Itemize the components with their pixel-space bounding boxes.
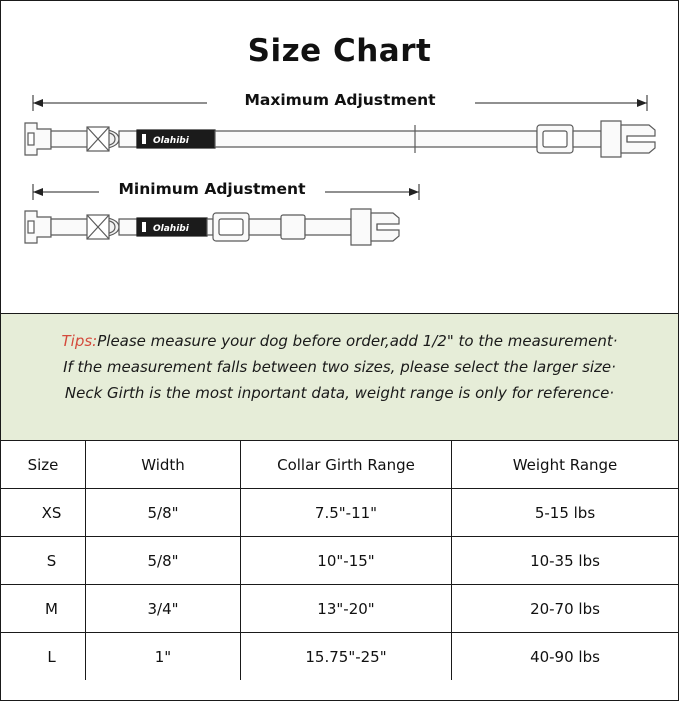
brand-label-min: Olahibi	[153, 224, 189, 234]
table-row	[1, 633, 678, 681]
cell-size: M	[1, 585, 86, 633]
cell-width: 5/8"	[86, 489, 241, 537]
collar-diagram	[1, 75, 678, 313]
cell-width: 5/8"	[86, 537, 241, 585]
cell-width: 1"	[86, 633, 241, 681]
collar-diagram-svg	[1, 75, 679, 275]
header-girth: Collar Girth Range	[241, 441, 452, 489]
max-adjustment-label: Maximum Adjustment	[244, 91, 436, 109]
cell-girth: 15.75"-25"	[241, 633, 452, 681]
tips-line-3: Neck Girth is the most inportant data, weight range is only for reference·	[64, 384, 615, 402]
cell-girth: 7.5"-11"	[241, 489, 452, 537]
cell-weight: 40-90 lbs	[452, 633, 679, 681]
table-row	[1, 585, 678, 633]
table-row	[1, 489, 678, 537]
tips-line-1	[17, 328, 662, 354]
tips-text-1: Please measure your dog before order,add 1/2" to the measurement·	[97, 332, 618, 350]
collar-min	[25, 209, 399, 245]
header-weight: Weight Range	[452, 441, 679, 489]
min-adjustment-label: Minimum Adjustment	[118, 180, 306, 198]
header-size: Size	[1, 441, 86, 489]
tips-label: Tips:	[61, 332, 98, 350]
page-title: Size Chart	[247, 33, 432, 69]
cell-size: XS	[1, 489, 86, 537]
cell-size: L	[1, 633, 86, 681]
tips-line-2: If the measurement falls between two sizes, please select the larger size·	[63, 358, 616, 376]
cell-girth: 10"-15"	[241, 537, 452, 585]
cell-width: 3/4"	[86, 585, 241, 633]
table-header-row	[1, 441, 678, 489]
cell-girth: 13"-20"	[241, 585, 452, 633]
tips-box	[1, 313, 678, 441]
header-width: Width	[86, 441, 241, 489]
cell-size: S	[1, 537, 86, 585]
table-row	[1, 537, 678, 585]
cell-weight: 5-15 lbs	[452, 489, 679, 537]
collar-max	[25, 121, 655, 157]
size-table	[1, 441, 678, 680]
brand-label-max: Olahibi	[153, 136, 189, 146]
cell-weight: 10-35 lbs	[452, 537, 679, 585]
cell-weight: 20-70 lbs	[452, 585, 679, 633]
